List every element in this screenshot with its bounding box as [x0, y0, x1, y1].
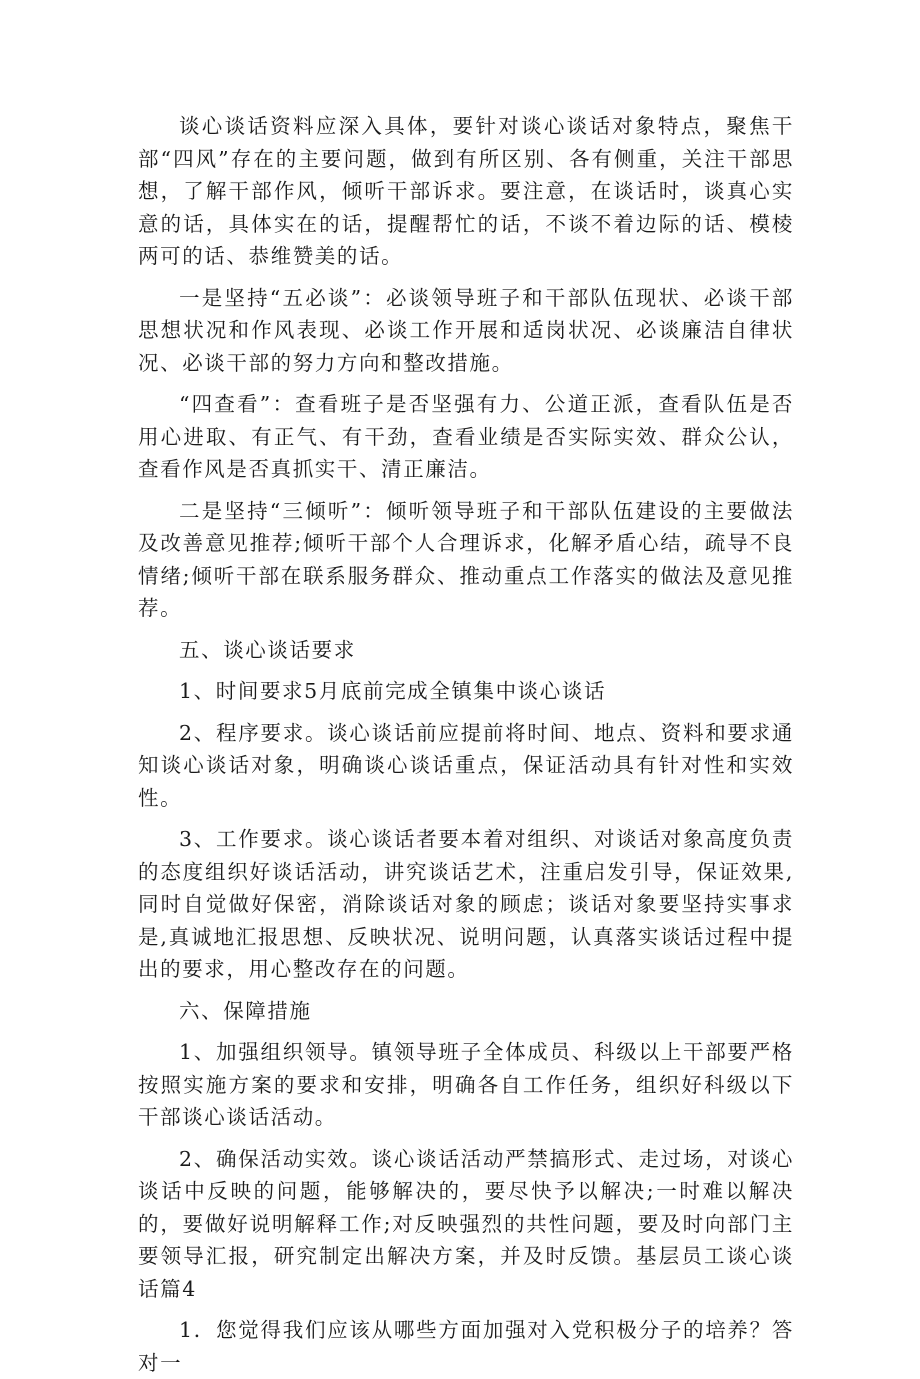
paragraph-three-listen: 二是坚持“三倾听”：倾听领导班子和干部队伍建设的主要做法及改善意见推荐;倾听干部个人合理诉求，化解矛盾心结，疏导不良情绪;倾听干部在联系服务群众、推动重点工作落实的做法及意见推荐。 [138, 498, 794, 620]
paragraph-question-one: 1．您觉得我们应该从哪些方面加强对入党积极分子的培养？答对一 [138, 1318, 794, 1375]
paragraph-procedure-requirement: 2、程序要求。谈心谈话前应提前将时间、地点、资料和要求通知谈心谈话对象，明确谈心谈话重点，保证活动具有针对性和实效性。 [138, 720, 794, 810]
paragraph-talk-content: 谈心谈话资料应深入具体，要针对谈心谈话对象特点，聚焦干部“四风”存在的主要问题，做到有所区别、各有侧重，关注干部思想，了解干部作风，倾听干部诉求。要注意，在谈话时，谈真心实意的话，具体实在的话，提醒帮忙的话，不谈不着边际的话、模棱两可的话、恭维赞美的话。 [138, 114, 794, 268]
section-heading-safeguards: 六、保障措施 [179, 998, 312, 1023]
paragraph-leadership: 1、加强组织领导。镇领导班子全体成员、科级以上干部要严格按照实施方案的要求和安排，明确各自工作任务，组织好科级以下干部谈心谈话活动。 [138, 1040, 794, 1129]
paragraph-five-must-talk: 一是坚持“五必谈”：必谈领导班子和干部队伍现状、必谈干部思想状况和作风表现、必谈工作开展和适岗状况、必谈廉洁自律状况、必谈干部的努力方向和整改措施。 [138, 285, 794, 375]
paragraph-time-requirement: 1、时间要求5月底前完成全镇集中谈心谈话 [179, 679, 607, 703]
section-heading-requirements: 五、谈心谈话要求 [179, 637, 356, 662]
paragraph-work-requirement: 3、工作要求。谈心谈话者要本着对组织、对谈话对象高度负责的态度组织好谈话活动，讲究谈话艺术，注重启发引导，保证效果,同时自觉做好保密，消除谈话对象的顾虑；谈话对象要坚持实事求是,真诚地汇报思想、反映状况、说明问题，认真落实谈话过程中提出的要求，用心整改存在的问题。 [138, 827, 794, 981]
paragraph-effectiveness: 2、确保活动实效。谈心谈话活动严禁搞形式、走过场，对谈心谈话中反映的问题，能够解决的，要尽快予以解决;一时难以解决的，要做好说明解释工作;对反映强烈的共性问题，要及时向部门主要领导汇报，研究制定出解决方案，并及时反馈。基层员工谈心谈话篇4 [138, 1146, 794, 1301]
paragraph-four-check: “四查看”：查看班子是否坚强有力、公道正派，查看队伍是否用心进取、有正气、有干劲，查看业绩是否实际实效、群众公认，查看作风是否真抓实干、清正廉洁。 [138, 392, 794, 481]
